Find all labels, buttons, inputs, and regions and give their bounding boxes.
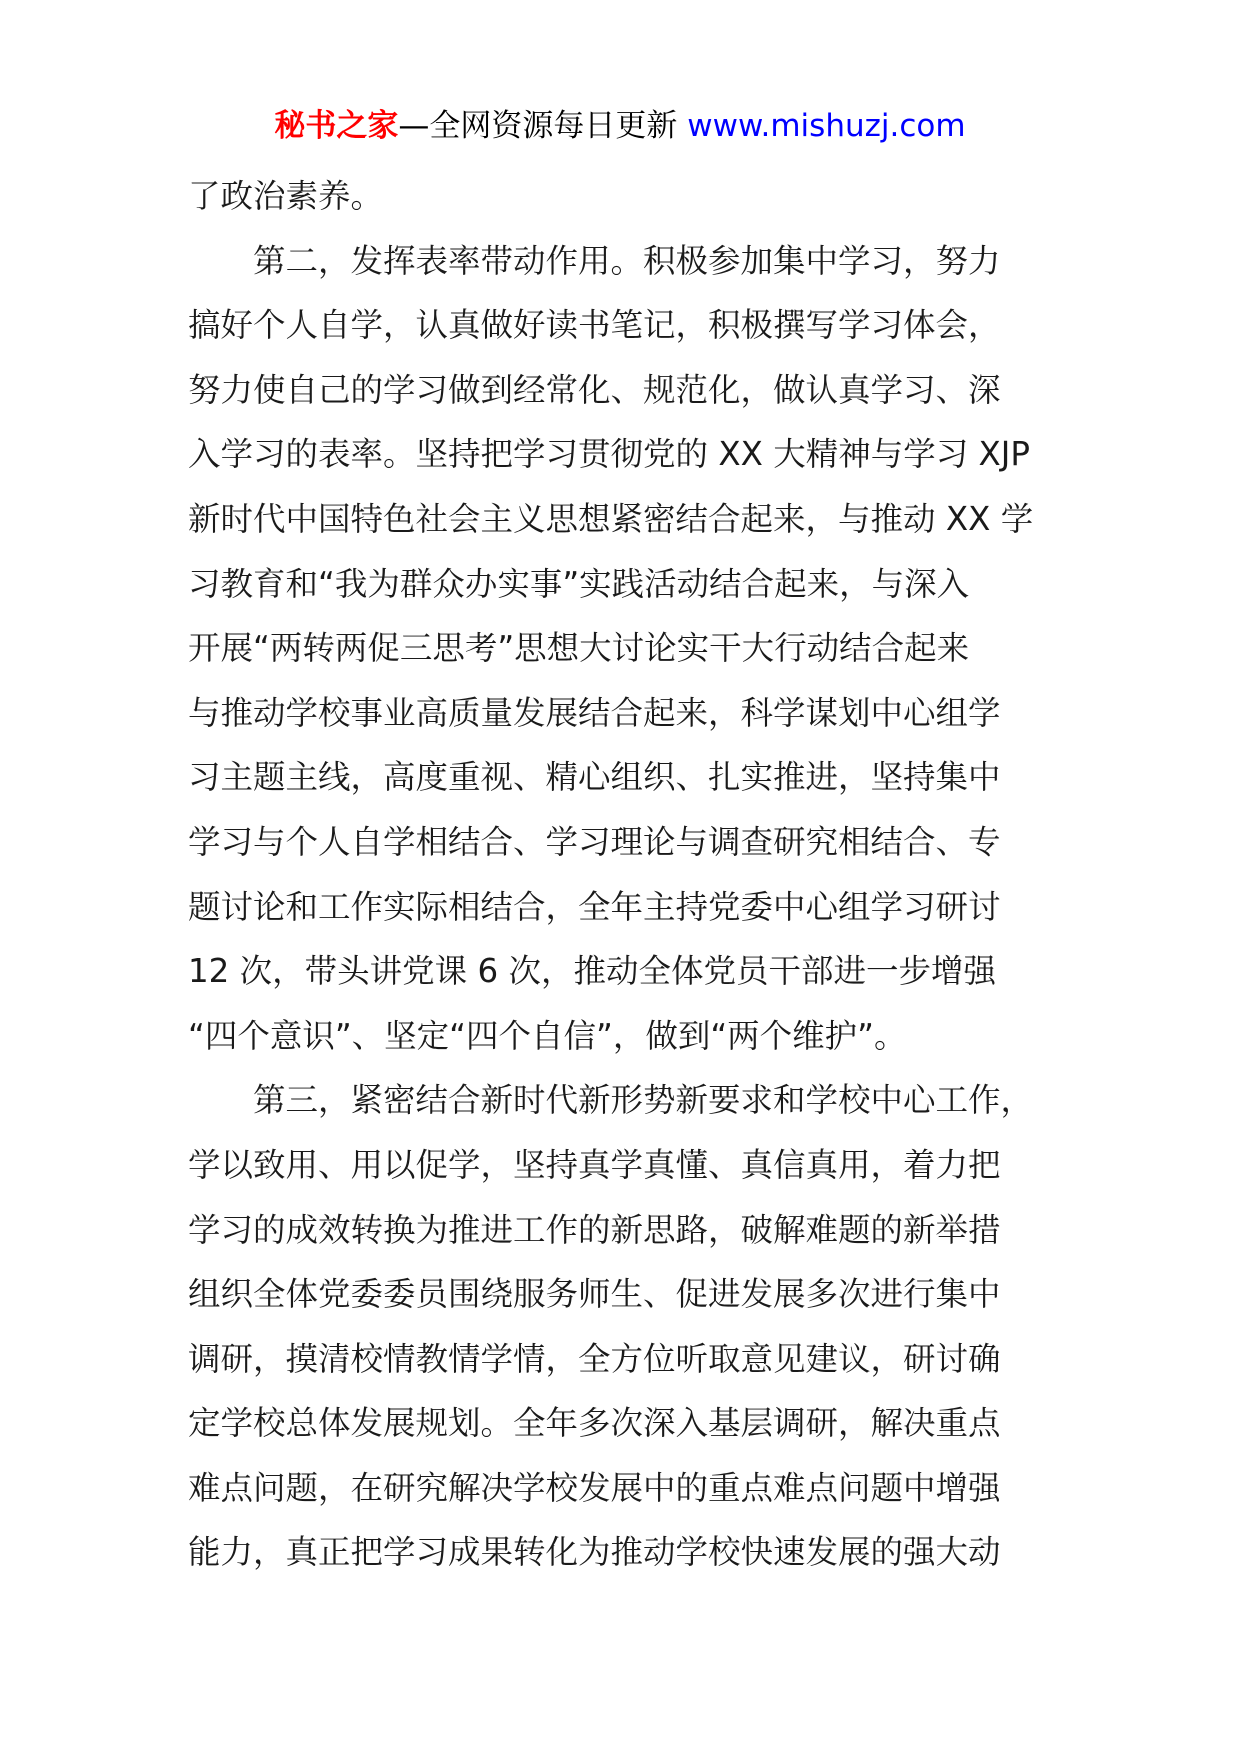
- text-line: 入学习的表率。坚持把学习贯彻党的 XX 大精神与学习 XJP: [188, 435, 1030, 474]
- text-line: 能力，真正把学习成果转化为推动学校快速发展的强大动: [188, 1533, 1001, 1572]
- text-line: 习教育和“我为群众办实事”实践活动结合起来，与深入: [188, 564, 970, 603]
- paragraph-start-line: 第二，发挥表率带动作用。积极参加集中学习，努力: [253, 241, 1001, 280]
- text-line: “四个意识”、坚定“四个自信”，做到“两个维护”。: [188, 1016, 907, 1055]
- text-line: 难点问题，在研究解决学校发展中的重点难点问题中增强: [188, 1468, 1001, 1507]
- text-line: 组织全体党委委员围绕服务师生、促进发展多次进行集中: [188, 1275, 1001, 1314]
- header-slogan: —全网资源每日更新: [398, 108, 678, 144]
- text-line: 学习的成效转换为推进工作的新思路，破解难题的新举措: [188, 1210, 1001, 1249]
- text-line: 题讨论和工作实际相结合，全年主持党委中心组学习研讨: [188, 887, 1001, 926]
- paragraph-start-line: 第三，紧密结合新时代新形势新要求和学校中心工作，: [253, 1081, 1034, 1120]
- text-line: 新时代中国特色社会主义思想紧密结合起来，与推动 XX 学: [188, 499, 1034, 538]
- text-line: 学以致用、用以促学，坚持真学真懂、真信真用，着力把: [188, 1145, 1001, 1184]
- text-line: 学习与个人自学相结合、学习理论与调查研究相结合、专: [188, 822, 1001, 861]
- text-line: 定学校总体发展规划。全年多次深入基层调研，解决重点: [188, 1404, 1001, 1443]
- page-header: [0, 104, 1240, 148]
- text-line: 调研，摸清校情教情学情，全方位听取意见建议，研讨确: [188, 1339, 1001, 1378]
- document-body: [188, 164, 1068, 1585]
- text-line: 12 次，带头讲党课 6 次，推动全体党员干部进一步增强: [188, 952, 997, 991]
- site-url-link[interactable]: www.mishuzj.com: [687, 108, 966, 144]
- text-line: 了政治素养。: [188, 177, 384, 215]
- text-line: 搞好个人自学，认真做好读书笔记，积极撰写学习体会，: [188, 306, 1001, 345]
- text-line: 努力使自己的学习做到经常化、规范化，做认真学习、深: [188, 370, 1001, 409]
- text-line: 习主题主线，高度重视、精心组织、扎实推进，坚持集中: [188, 758, 1001, 797]
- brand-name: 秘书之家: [274, 108, 399, 144]
- text-line: 与推动学校事业高质量发展结合起来，科学谋划中心组学: [188, 693, 1001, 732]
- text-line: 开展“两转两促三思考”思想大讨论实干大行动结合起来: [188, 629, 970, 668]
